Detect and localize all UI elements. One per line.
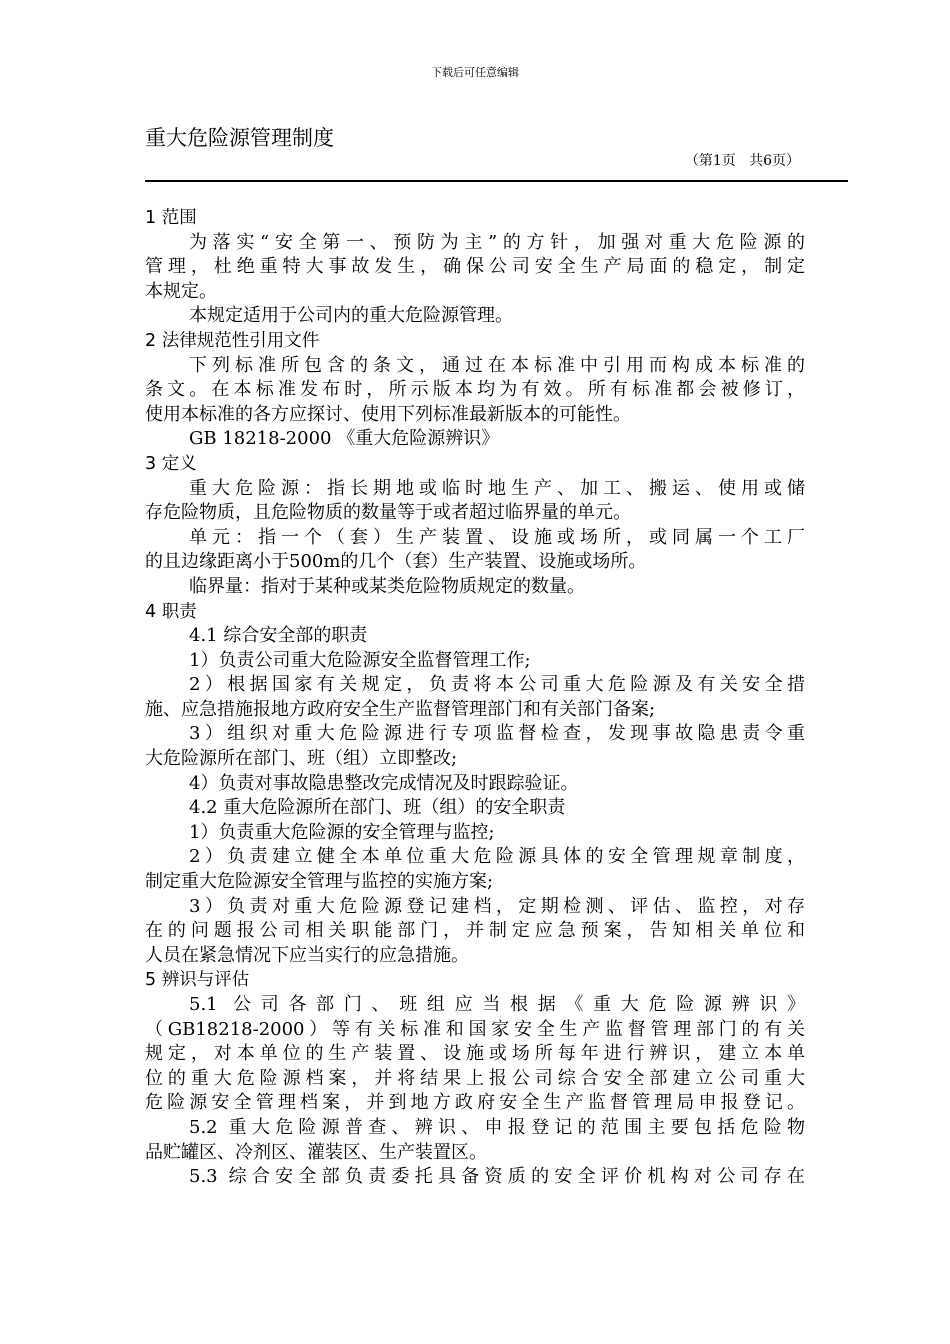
- section-heading: 4 职责: [145, 601, 197, 622]
- body-text-line: 4.2 重大危险源所在部门、班（组）的安全职责: [189, 797, 566, 819]
- section-heading: 2 法律规范性引用文件: [145, 330, 320, 351]
- body-text-line: 制定重大危险源安全管理与监控的实施方案;: [145, 871, 494, 893]
- body-text-line: 管理，杜绝重特大事故发生，确保公司安全生产局面的稳定，制定: [145, 256, 805, 278]
- body-text-line: （GB18218-2000）等有关标准和国家安全生产监督管理部门的有关: [145, 1018, 805, 1040]
- section-heading: 5 辨识与评估: [145, 970, 250, 991]
- body-text-line: 4）负责对事故隐患整改完成情况及时跟踪验证。: [189, 772, 579, 794]
- body-text-line: 3）负责对重大危险源登记建档，定期检测、评估、监控，对存: [189, 895, 805, 917]
- body-text-line: 3）组织对重大危险源进行专项监督检查，发现事故隐患责令重: [189, 723, 805, 745]
- body-text-line: 本规定适用于公司内的重大危险源管理。: [189, 305, 513, 327]
- body-text-line: 本规定。: [145, 280, 217, 302]
- body-text-line: 危险源安全管理档案，并到地方政府安全生产监督管理局申报登记。: [145, 1092, 805, 1114]
- body-text-line: 5.2 重大危险源普查、辨识、申报登记的范围主要包括危险物: [189, 1116, 805, 1138]
- body-text-line: 2）负责建立健全本单位重大危险源具体的安全管理规章制度，: [189, 846, 805, 868]
- section-heading: 1 范围: [145, 208, 197, 228]
- body-text-line: 施、应急措施报地方政府安全生产监督管理部门和有关部门备案;: [145, 698, 656, 720]
- body-text-line: 1）负责重大危险源的安全管理与监控;: [189, 821, 495, 843]
- body-text-line: 4.1 综合安全部的职责: [189, 625, 368, 647]
- section-heading: 3 定义: [145, 453, 197, 474]
- body-text-line: 下列标准所包含的条文，通过在本标准中引用而构成本标准的: [189, 354, 805, 376]
- body-text-line: 存危险物质，且危险物质的数量等于或者超过临界量的单元。: [145, 502, 631, 524]
- body-text-line: GB 18218-2000 《重大危险源辨识》: [189, 428, 500, 450]
- body-text-line: 为落实“安全第一、预防为主”的方针，加强对重大危险源的: [189, 231, 805, 253]
- document-title: 重大危险源管理制度: [145, 126, 334, 150]
- body-text-line: 重大危险源：指长期地或临时地生产、加工、搬运、使用或储: [189, 477, 805, 499]
- body-text-line: 位的重大危险源档案，并将结果上报公司综合安全部建立公司重大: [145, 1067, 805, 1089]
- body-text-line: 品贮罐区、冷剂区、灌装区、生产装置区。: [145, 1141, 487, 1163]
- body-text-line: 的且边缘距离小于500m的几个（套）生产装置、设施或场所。: [145, 551, 647, 573]
- body-text-line: 5.1 公司各部门、班组应当根据《重大危险源辨识》: [189, 994, 805, 1015]
- body-text-line: 大危险源所在部门、班（组）立即整改;: [145, 748, 458, 770]
- body-text-line: 临界量：指对于某种或某类危险物质规定的数量。: [189, 575, 585, 597]
- body-text-line: 人员在紧急情况下应当实行的应急措施。: [145, 944, 469, 966]
- body-text-line: 使用本标准的各方应探讨、使用下列标准最新版本的可能性。: [145, 403, 631, 425]
- body-text-line: 2）根据国家有关规定，负责将本公司重大危险源及有关安全措: [189, 674, 805, 696]
- body-text-line: 单元：指一个（套）生产装置、设施或场所，或同属一个工厂: [189, 526, 805, 548]
- header-note: 下载后可任意编辑: [431, 66, 519, 79]
- page-number-info: （第1页 共6页）: [684, 153, 800, 169]
- body-text-line: 5.3 综合安全部负责委托具备资质的安全评价机构对公司存在: [189, 1166, 805, 1188]
- document-body: [145, 206, 805, 1190]
- header-divider: [145, 180, 848, 182]
- body-text-line: 规定，对本单位的生产装置、设施或场所每年进行辨识，建立本单: [145, 1043, 805, 1065]
- body-text-line: 在的问题报公司相关职能部门，并制定应急预案，告知相关单位和: [145, 920, 805, 942]
- body-text-line: 条文。在本标准发布时，所示版本均为有效。所有标准都会被修订，: [145, 379, 805, 401]
- body-text-line: 1）负责公司重大危险源安全监督管理工作;: [189, 649, 531, 671]
